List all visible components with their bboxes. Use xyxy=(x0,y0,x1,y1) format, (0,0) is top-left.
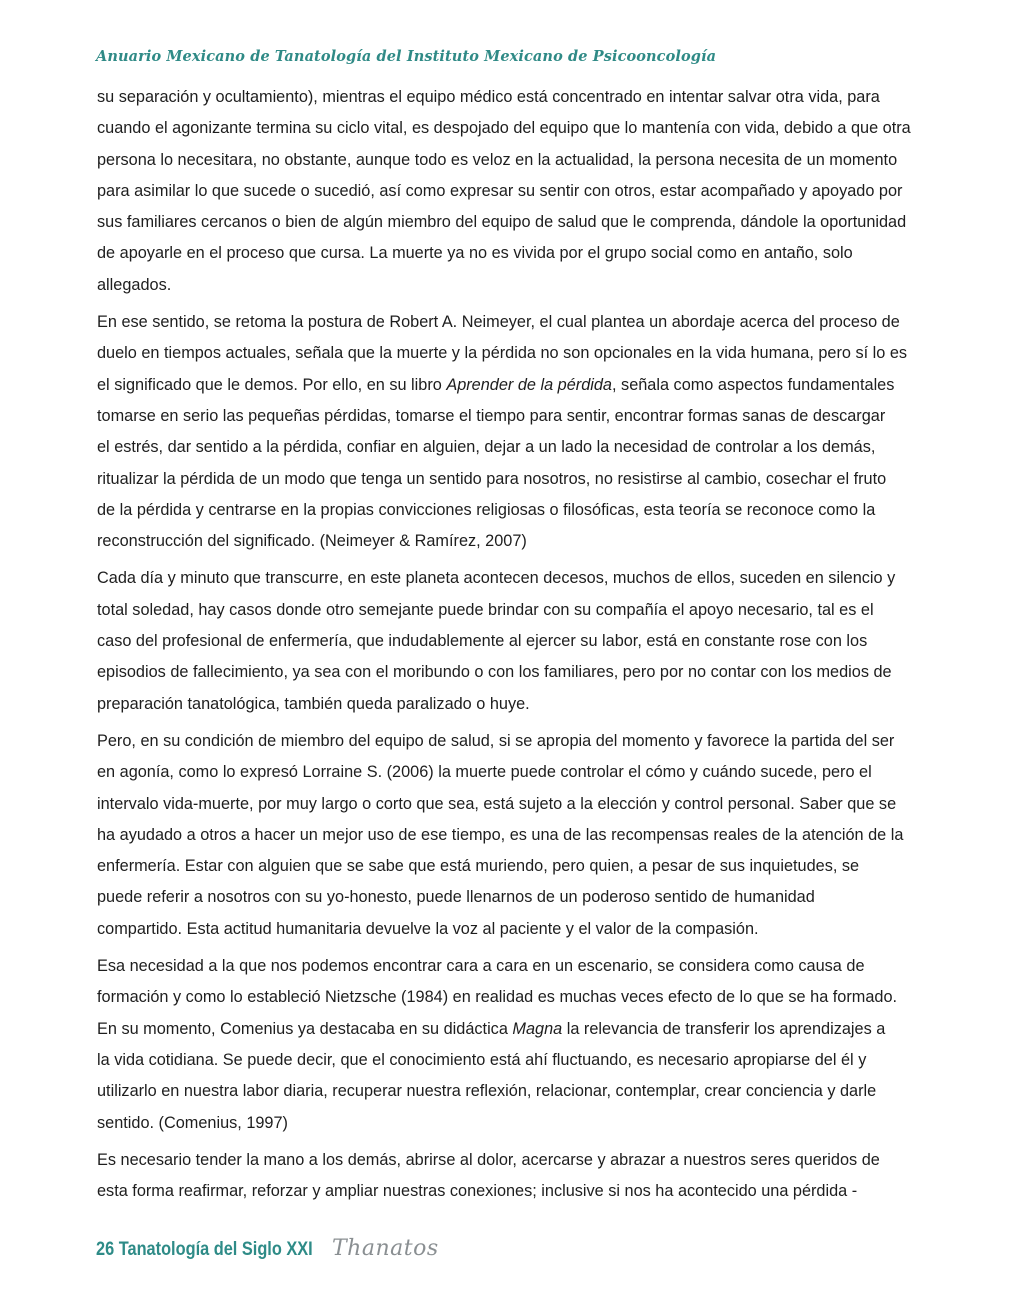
text-segment: su separación y ocultamiento), mientras el equipo médico está concentrado en intentar salvar otra vida, para xyxy=(97,88,880,106)
text-line xyxy=(97,1076,997,1107)
text-segment: de apoyarle en el proceso que cursa. La muerte ya no es vivida por el grupo social como en antaño, solo xyxy=(97,244,853,263)
text-segment: , señala como aspectos fundamentales xyxy=(612,375,895,394)
text-segment: total soledad, hay casos donde otro semejante puede brindar con su compañía el apoyo necesario, tal es el xyxy=(97,600,874,619)
running-header: Anuario Mexicano de Tanatología del Instituto Mexicano de Psicooncología xyxy=(96,48,717,65)
text-line xyxy=(97,1176,997,1207)
text-segment: sentido. (Comenius, 1997) xyxy=(97,1113,288,1132)
text-line xyxy=(97,820,997,851)
text-line xyxy=(97,563,997,594)
paragraph xyxy=(97,563,997,719)
text-line xyxy=(97,1145,997,1176)
text-segment: persona lo necesitara, no obstante, aunque todo es veloz en la actualidad, la persona necesita de un momento xyxy=(97,150,898,169)
text-line xyxy=(97,757,997,788)
text-line xyxy=(97,207,997,238)
text-line xyxy=(97,307,997,338)
text-line xyxy=(97,851,997,882)
text-segment: cuando el agonizante termina su ciclo vital, es despojado del equipo que lo mantenía con vida, debido a que otra xyxy=(97,119,911,138)
text-segment: Pero, en su condición de miembro del equipo de salud, si se apropia del momento y favorece la partida del ser xyxy=(97,731,895,750)
footer-page-number-title: 26 Tanatología del Siglo XXI xyxy=(96,1239,313,1260)
text-line xyxy=(97,657,997,688)
text-segment: el significado que le demos. Por ello, en su libro xyxy=(97,375,447,394)
text-segment: la relevancia de transferir los aprendizajes a xyxy=(562,1019,886,1038)
italic-title: Magna xyxy=(512,1019,563,1038)
text-segment: intervalo vida-muerte, por muy largo o corto que sea, está sujeto a la elección y control personal. Saber que se xyxy=(97,794,897,813)
text-segment: duelo en tiempos actuales, señala que la muerte y la pérdida no son opcionales en la vida humana, pero sí lo es xyxy=(97,344,908,363)
text-segment: Es necesario tender la mano a los demás, abrirse al dolor, acercarse y abrazar a nuestros seres queridos de xyxy=(97,1150,880,1169)
text-segment: utilizarlo en nuestra labor diaria, recuperar nuestra reflexión, relacionar, contemplar, crear conciencia y darle xyxy=(97,1082,877,1101)
text-segment: preparación tanatológica, también queda paralizado o huye. xyxy=(97,694,530,713)
text-line xyxy=(97,145,997,176)
text-segment: tomarse en serio las pequeñas pérdidas, tomarse el tiempo para sentir, encontrar formas sanas de descargar xyxy=(97,406,886,425)
text-line xyxy=(97,370,997,401)
text-line xyxy=(97,270,997,301)
text-segment: para asimilar lo que sucede o sucedió, así como expresar su sentir con otros, estar acompañado y apoyado por xyxy=(97,181,903,200)
text-segment: ha ayudado a otros a hacer un mejor uso de ese tiempo, es una de las recompensas reales de la atención de la xyxy=(97,825,904,844)
text-line xyxy=(97,82,997,113)
text-line xyxy=(97,1014,997,1045)
text-segment: En ese sentido, se retoma la postura de Robert A. Neimeyer, el cual plantea un abordaje acerca del proceso de xyxy=(97,313,900,332)
text-line xyxy=(97,1108,997,1139)
text-segment: caso del profesional de enfermería, que indudablemente al ejercer su labor, está en constante rose con los xyxy=(97,632,868,651)
paragraph xyxy=(97,1145,997,1208)
text-line xyxy=(97,882,997,913)
text-segment: En su momento, Comenius ya destacaba en su didáctica xyxy=(97,1019,513,1038)
paragraph xyxy=(97,82,997,301)
text-line xyxy=(97,526,997,557)
paragraph xyxy=(97,726,997,945)
text-segment: la vida cotidiana. Se puede decir, que el conocimiento está ahí fluctuando, es necesario apropiarse del él y xyxy=(97,1050,867,1069)
text-segment: ritualizar la pérdida de un modo que tenga un sentido para nosotros, no resistirse al cambio, cosechar el fruto xyxy=(97,469,887,488)
text-line xyxy=(97,595,997,626)
paragraph xyxy=(97,951,997,1139)
text-segment: puede referir a nosotros con su yo-honesto, puede llenarnos de un poderoso sentido de humanidad xyxy=(97,888,815,907)
text-segment: allegados. xyxy=(97,275,172,294)
text-segment: compartido. Esta actitud humanitaria devuelve la voz al paciente y el valor de la compasión. xyxy=(97,919,759,938)
text-line xyxy=(97,495,997,526)
text-line xyxy=(97,951,997,982)
text-line xyxy=(97,982,997,1013)
text-segment: esta forma reafirmar, reforzar y ampliar nuestras conexiones; inclusive si nos ha acontecido una pérdida - xyxy=(97,1182,858,1201)
paragraph xyxy=(97,307,997,557)
text-line xyxy=(97,914,997,945)
text-line xyxy=(97,176,997,207)
text-line xyxy=(97,789,997,820)
text-line xyxy=(97,726,997,757)
text-segment: reconstrucción del significado. (Neimeyer & Ramírez, 2007) xyxy=(97,532,527,551)
text-segment: en agonía, como lo expresó Lorraine S. (2006) la muerte puede controlar el cómo y cuándo sucede, pero el xyxy=(97,763,872,782)
page-footer xyxy=(96,1236,439,1261)
text-segment: formación y como lo estableció Nietzsche (1984) en realidad es muchas veces efecto de lo que se ha formado. xyxy=(97,988,898,1007)
text-segment: el estrés, dar sentido a la pérdida, confiar en alguien, dejar a un lado la necesidad de controlar a los demás, xyxy=(97,438,876,457)
text-line xyxy=(97,1045,997,1076)
text-segment: episodios de fallecimiento, ya sea con el moribundo o con los familiares, pero por no contar con los medios de xyxy=(97,663,892,682)
text-line xyxy=(97,338,997,369)
text-segment: de la pérdida y centrarse en la propias convicciones religiosas o filosóficas, esta teoría se reconoce como la xyxy=(97,500,876,519)
text-segment: enfermería. Estar con alguien que se sabe que está muriendo, pero quien, a pesar de sus inquietudes, se xyxy=(97,857,860,876)
text-segment: Esa necesidad a la que nos podemos encontrar cara a cara en un escenario, se considera como causa de xyxy=(97,957,865,976)
thanatos-logo: Thanatos xyxy=(331,1236,439,1261)
italic-title: Aprender de la pérdida xyxy=(446,375,612,394)
text-line xyxy=(97,689,997,720)
text-line xyxy=(97,401,997,432)
text-line xyxy=(97,464,997,495)
text-line xyxy=(97,238,997,269)
text-line xyxy=(97,432,997,463)
text-line xyxy=(97,113,997,144)
text-segment: sus familiares cercanos o bien de algún miembro del equipo de salud que le comprenda, dándole la oportunidad xyxy=(97,213,907,232)
text-segment: Cada día y minuto que transcurre, en este planeta acontecen decesos, muchos de ellos, suceden en silencio y xyxy=(97,569,896,588)
text-line xyxy=(97,626,997,657)
article-body xyxy=(97,82,997,1213)
